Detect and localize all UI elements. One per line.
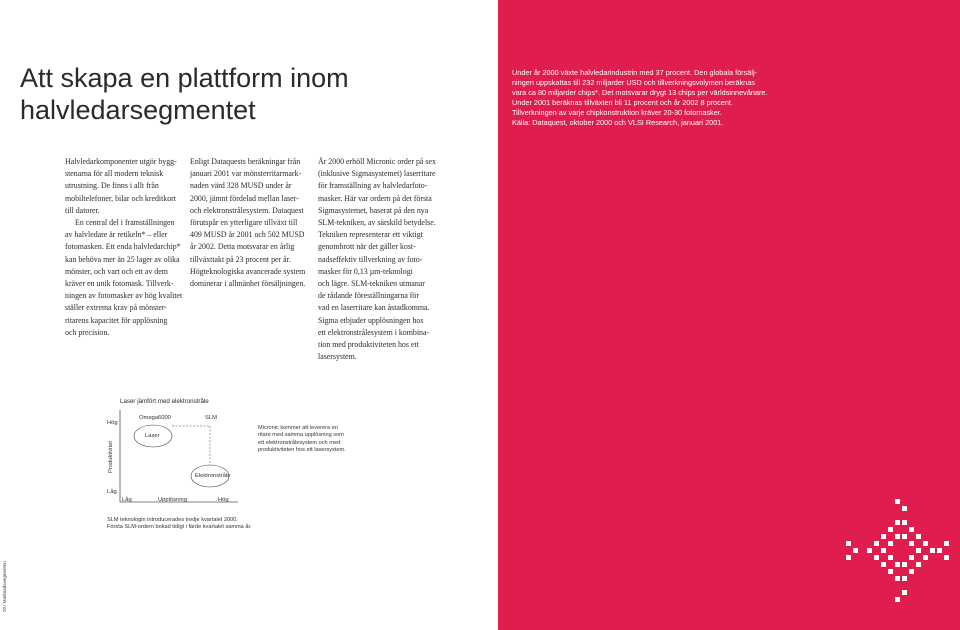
- text-line: ningen av fotomasker av hög kvalitet: [65, 291, 183, 301]
- text-line: En central del i framställningen: [75, 218, 175, 228]
- cross-stitch-motif: [846, 499, 949, 602]
- text-line: fotomasken. Ett enda halvledarchip*: [65, 242, 181, 252]
- text-line: (inklusive Sigmasystemet) laserritare: [318, 169, 436, 179]
- text-line: och lägre. SLM-tekniken utmanar: [318, 279, 425, 289]
- diagram-caption: [107, 517, 252, 532]
- body-column-3: [318, 156, 442, 363]
- annotation-line: Micronic kommer att leverera en: [258, 425, 338, 431]
- text-line: år 2002. Detta motsvarar en årlig: [190, 242, 295, 252]
- ebeam-label: Elektronstråle: [195, 473, 231, 479]
- text-line: utrustning. De finns i allt från: [65, 181, 159, 191]
- diagram-annotation: [258, 425, 346, 455]
- intro-line: Under 2001 beräknas tillväxten bli 11 procent och år 2002 8 procent.: [512, 97, 733, 107]
- title-line-1: Att skapa en plattform inom: [20, 63, 349, 93]
- text-line: masker. Här var ordern på det första: [318, 193, 432, 203]
- text-line: 409 MUSD år 2001 och 502 MUSD: [190, 230, 305, 240]
- text-line: SLM-tekniken, av särskild betydelse.: [318, 218, 436, 228]
- y-high-label: Hög: [107, 420, 118, 426]
- page-side-label: 20 / Marknadssegmenten: [2, 561, 7, 612]
- text-line: de rådande föreställningarna för: [318, 291, 419, 301]
- text-line: ställer extrema krav på mönster-: [65, 303, 167, 313]
- text-line: ett elektronstrålesystem i kombina-: [318, 327, 430, 337]
- text-line: Tekniken representerar ett viktigt: [318, 230, 423, 240]
- annotation-line: ritare med samma upplösning som: [258, 432, 344, 439]
- page-title: [20, 62, 440, 126]
- intro-line: Tillverkningen av varje chipkonstruktion kräver 20-30 fotomasker.: [512, 107, 722, 117]
- intro-line: vara ca 80 miljarder chips*. Det motsvarar drygt 13 chips per världsinnevånare.: [512, 87, 768, 97]
- body-column-1: [65, 156, 185, 339]
- laser-label: Laser: [145, 433, 160, 439]
- text-line: Enligt Dataquests beräkningar från: [190, 157, 301, 166]
- text-line: och precision.: [65, 327, 110, 337]
- intro-paragraph: [512, 68, 782, 127]
- text-line: nadseffektiv tillverkning av foto-: [318, 254, 423, 264]
- text-line: av halvledare är retikeln* – eller: [65, 230, 168, 240]
- text-line: vad en laserritare kan åstadkomma.: [318, 303, 430, 313]
- y-low-label: Låg: [107, 489, 117, 495]
- intro-line: Under år 2000 växte halvledarindustrin med 37 procent. Den globala försälj-: [512, 68, 757, 77]
- annotation-line: produktiviteten hos ett lasersystem.: [258, 447, 346, 454]
- x-high-label: Hög: [218, 497, 229, 503]
- text-line: Sigma etbjuder upplösningen hos: [318, 315, 424, 325]
- text-line: naden värd 328 MUSD under år: [190, 181, 292, 191]
- slm-label: SLM: [205, 415, 217, 421]
- title-line-2: halvledarsegmentet: [20, 95, 256, 125]
- text-line: stenarna för all modern teknisk: [65, 169, 164, 179]
- text-line: januari 2001 var mönsterritarmark-: [190, 169, 302, 179]
- y-axis-label: Produktivitet: [108, 441, 114, 473]
- diagram-title: Laser jämfört med elektronstråle: [120, 398, 209, 405]
- x-low-label: Låg: [122, 497, 132, 503]
- text-line: Halvledarkomponenter utgör bygg-: [65, 157, 177, 166]
- intro-line: Källa: Dataquest, oktober 2000 och VLSI Research, januari 2001.: [512, 117, 724, 127]
- text-line: Högteknologiska avancerade system: [190, 266, 306, 276]
- text-line: mönster, och vart och ett av dem: [65, 266, 168, 276]
- text-line: dominerar i allmänhet försäljningen.: [190, 279, 306, 289]
- annotation-line: ett elektronstrålesystem och med: [258, 439, 341, 446]
- text-line: kan behöva mer än 25 lager av olika: [65, 254, 180, 264]
- text-line: 2000, jämnt fördelad mellan laser-: [190, 193, 299, 203]
- caption-line: Första SLM-ordern bokad tidigt i färde kvartalet samma år.: [107, 524, 252, 531]
- text-line: för framställning av halvledarfoto-: [318, 181, 428, 191]
- text-line: mobiltelefoner, bilar och kreditkort: [65, 193, 176, 203]
- text-line: tion med produktiviteten hos ett: [318, 340, 419, 350]
- text-line: masker för 0,13 µm-teknologi: [318, 266, 413, 276]
- x-axis-label: Upplösning: [158, 497, 188, 503]
- caption-line: SLM teknologin introducerades tredje kvartalet 2000.: [107, 517, 238, 523]
- text-line: kräver en unik fotomask. Tillverk-: [65, 279, 174, 289]
- text-line: till datorer.: [65, 205, 100, 215]
- text-line: tillväxttakt på 23 procent per år.: [190, 254, 291, 264]
- text-line: Sigmasystemet, baserat på den nya: [318, 205, 429, 215]
- intro-line: ningen uppskattas till 232 miljarder USD och tillverkningsvolymen beräknas: [512, 77, 755, 87]
- text-line: lasersystem.: [318, 352, 357, 362]
- text-line: ritarens kapacitet för upplösning: [65, 315, 168, 325]
- text-line: och elektronstrålesystem. Dataquest: [190, 205, 304, 215]
- omega-label: Omega6000: [139, 415, 171, 421]
- body-column-2: [190, 156, 310, 290]
- text-line: År 2000 erhöll Micronic order på sex: [318, 157, 436, 166]
- diagram-frame: [96, 408, 296, 510]
- text-line: genombrott när det gäller kost-: [318, 242, 416, 252]
- text-line: förutspår en ytterligare tillväxt till: [190, 218, 298, 228]
